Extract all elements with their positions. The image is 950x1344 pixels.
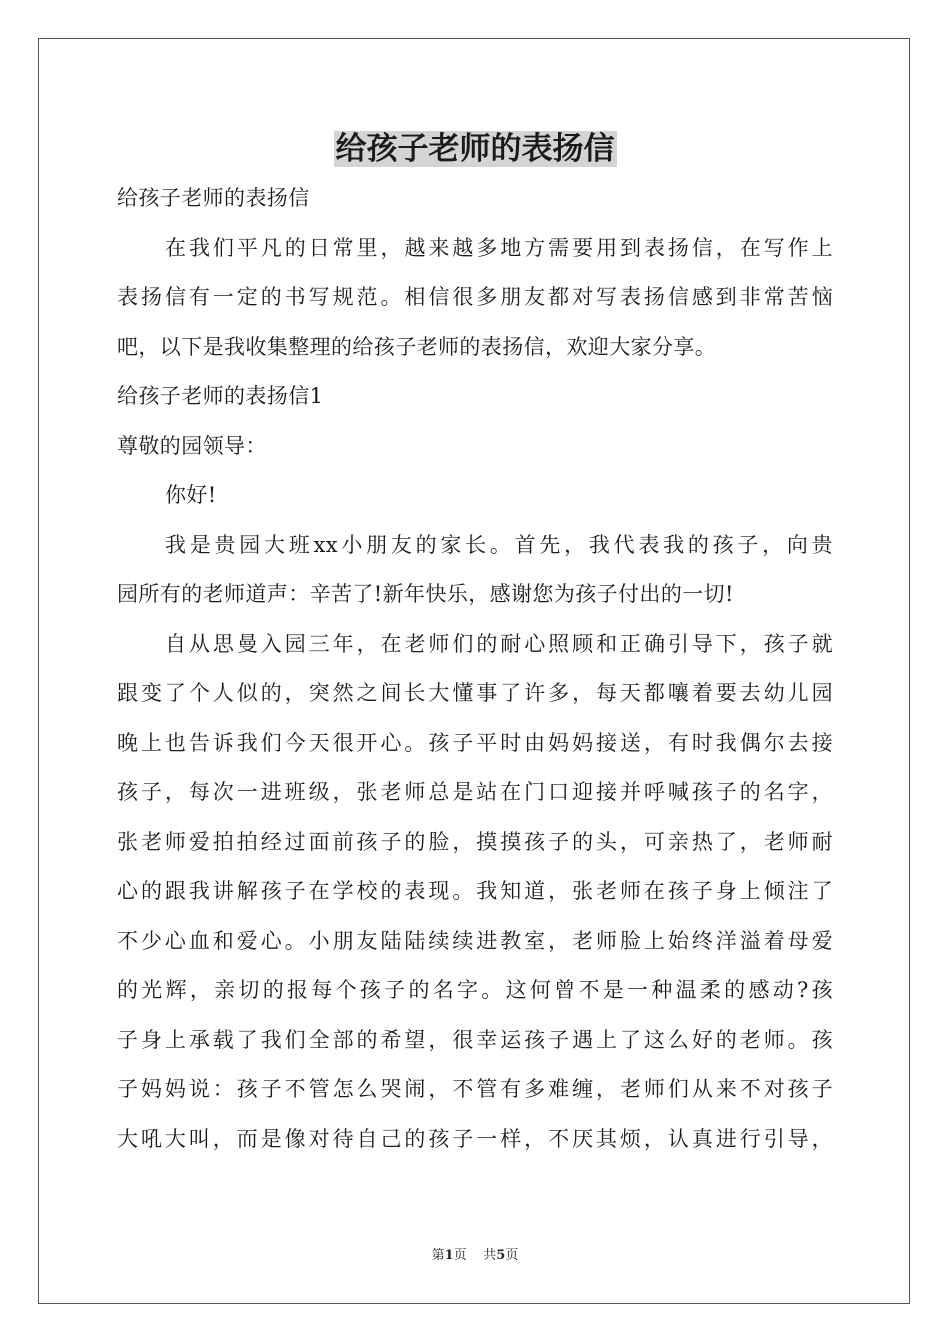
page-suffix: 页 [453,1248,467,1263]
page-footer [0,1246,950,1266]
body-line-para2-6: 心的跟我讲解孩子在学校的表现。我知道，张老师在孩子身上倾注了 [117,879,833,903]
document-body [117,174,833,1164]
body-line-para1-1: 我是贵园大班xx小朋友的家长。首先，我代表我的孩子，向贵 [165,532,833,557]
body-line-para2-1: 自从思曼入园三年，在老师们的耐心照顾和正确引导下，孩子就 [165,631,833,656]
body-line-para2-3: 晚上也告诉我们今天很开心。孩子平时由妈妈接送，有时我偶尔去接 [117,730,833,755]
body-line-para2-10: 子妈妈说：孩子不管怎么哭闹，不管有多难缠，老师们从来不对孩子 [117,1077,833,1101]
body-line-para2-4: 孩子，每次一进班级，张老师总是站在门口迎接并呼喊孩子的名字， [117,780,833,804]
body-line-para1-2: 园所有的老师道声：辛苦了!新年快乐，感谢您为孩子付出的一切! [117,582,734,606]
body-line-para2-2: 跟变了个人似的，突然之间长大懂事了许多，每天都嚷着要去幼儿园 [117,681,833,705]
document-title-text: 给孩子老师的表扬信 [335,131,615,167]
document-title [0,126,950,172]
body-line-para2-9: 子身上承载了我们全部的希望，很幸运孩子遇上了这么好的老师。孩 [117,1027,833,1052]
body-line-intro-2: 表扬信有一定的书写规范。相信很多朋友都对写表扬信感到非常苦恼 [117,285,833,309]
total-prefix: 共 [483,1248,497,1263]
body-line-intro-1: 在我们平凡的日常里，越来越多地方需要用到表扬信，在写作上 [165,235,833,260]
page-prefix: 第 [431,1248,445,1263]
body-line-intro-3: 吧，以下是我收集整理的给孩子老师的表扬信，欢迎大家分享。 [117,334,717,359]
page-current-number: 1 [444,1248,454,1263]
body-line-greeting: 你好! [165,483,217,507]
body-line-para2-11: 大吼大叫，而是像对待自己的孩子一样，不厌其烦，认真进行引导， [117,1126,833,1151]
body-line-para2-8: 的光辉，亲切的报每个孩子的名字。这何曾不是一种温柔的感动?孩 [117,978,833,1002]
body-line-para2-5: 张老师爱拍拍经过面前孩子的脸，摸摸孩子的头，可亲热了，老师耐 [117,829,833,854]
body-line-salutation: 尊敬的园领导： [117,433,267,458]
body-line-section-heading: 给孩子老师的表扬信1 [117,384,324,408]
body-line-subtitle: 给孩子老师的表扬信 [117,186,310,210]
body-line-para2-7: 不少心血和爱心。小朋友陆陆续续进教室，老师脸上始终洋溢着母爱 [117,928,833,953]
page-total-number: 5 [496,1248,506,1263]
total-suffix: 页 [505,1248,519,1263]
